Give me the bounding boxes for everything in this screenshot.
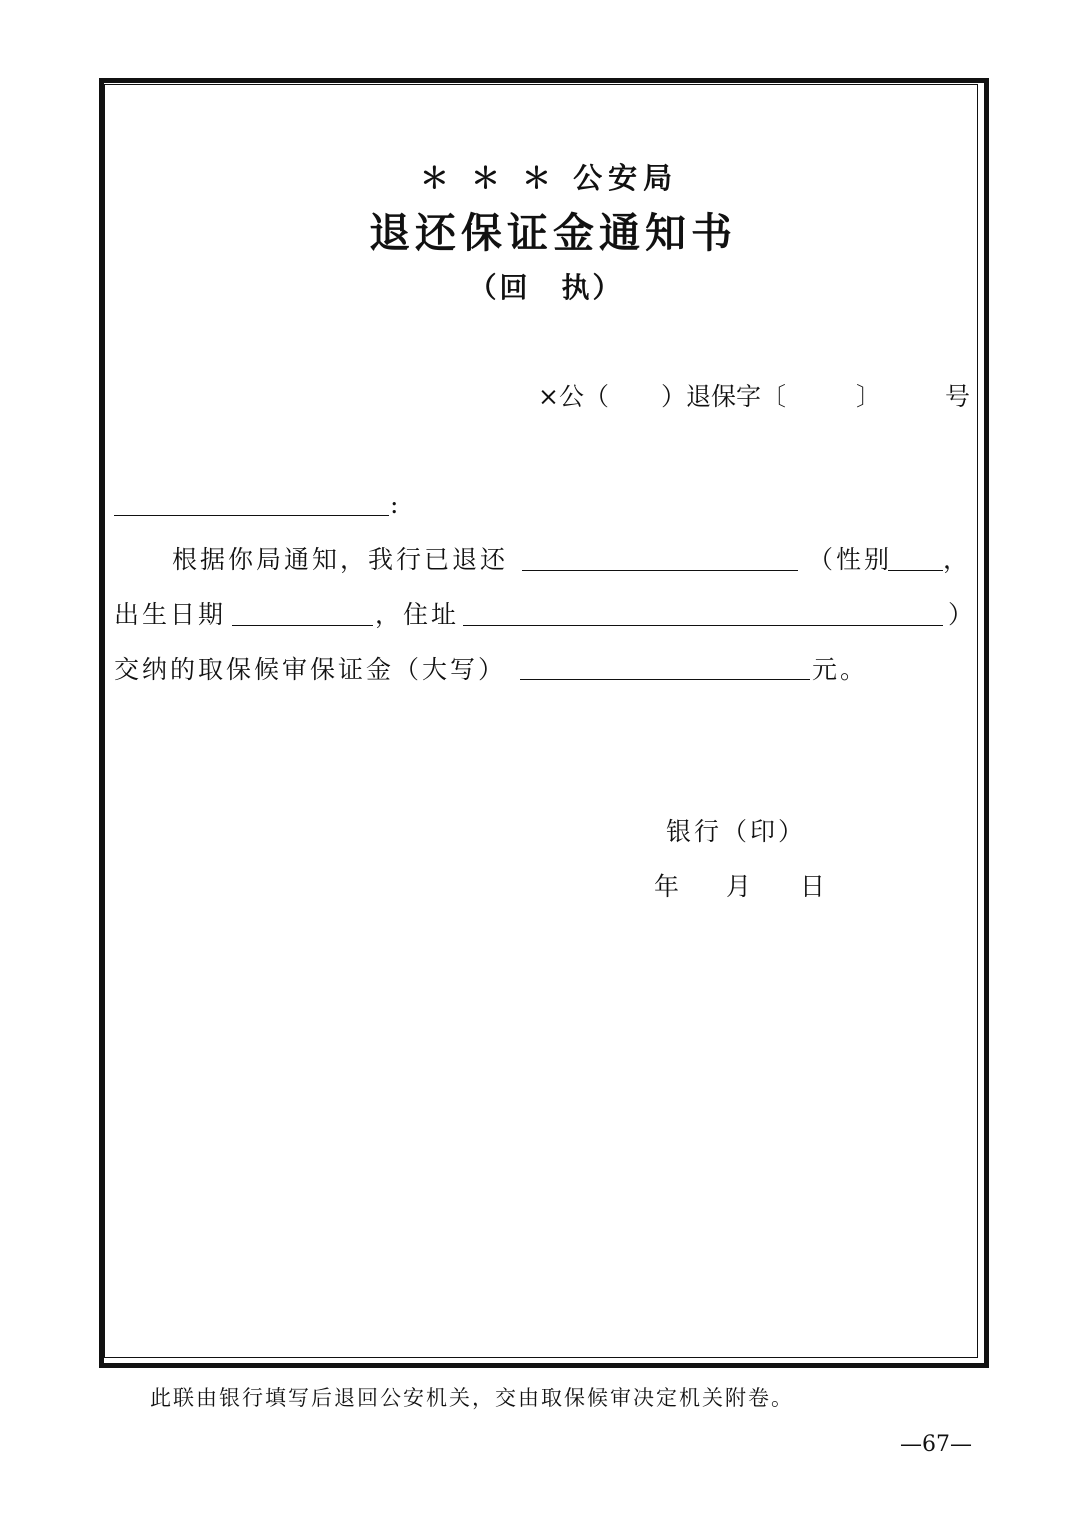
recipient-colon: :: [390, 490, 402, 519]
line1-intro: 根据你局通知，我行已退还: [172, 545, 509, 574]
address-label: ，住址: [375, 600, 460, 629]
footer-note: 此联由银行填写后退回公安机关，交由取保候审决定机关附卷。: [150, 1386, 794, 1410]
date-month: 月: [726, 872, 755, 901]
agency-name: ＊ ＊ ＊ 公安局: [419, 161, 679, 195]
document-subtitle: （回 执）: [468, 271, 624, 304]
address-close: ）: [948, 600, 977, 629]
bail-label: 交纳的取保候审保证金（大写）: [114, 655, 507, 684]
doc-number-mid: ）退保字〔: [660, 382, 786, 411]
page-number: —67—: [900, 1432, 972, 1457]
gender-label: （性别: [808, 545, 893, 574]
doc-number-suffix: 号: [944, 382, 970, 411]
name-blank[interactable]: [522, 570, 798, 571]
gender-blank[interactable]: [888, 570, 943, 571]
bank-seal-label: 银行（印）: [666, 817, 807, 846]
date-day: 日: [800, 872, 829, 901]
recipient-blank[interactable]: [114, 515, 389, 516]
dob-label: 出生日期: [114, 600, 227, 629]
doc-number-close: 〕: [855, 382, 881, 411]
gender-comma: ，: [943, 545, 972, 574]
bail-unit: 元。: [812, 655, 869, 684]
document-number: [538, 377, 970, 413]
document-title: 退还保证金通知书: [369, 209, 737, 257]
bail-amount-blank[interactable]: [520, 679, 810, 680]
date-year: 年: [654, 872, 683, 901]
doc-number-prefix: ×公（: [538, 382, 609, 411]
address-blank[interactable]: [463, 625, 943, 626]
dob-blank[interactable]: [232, 625, 373, 626]
